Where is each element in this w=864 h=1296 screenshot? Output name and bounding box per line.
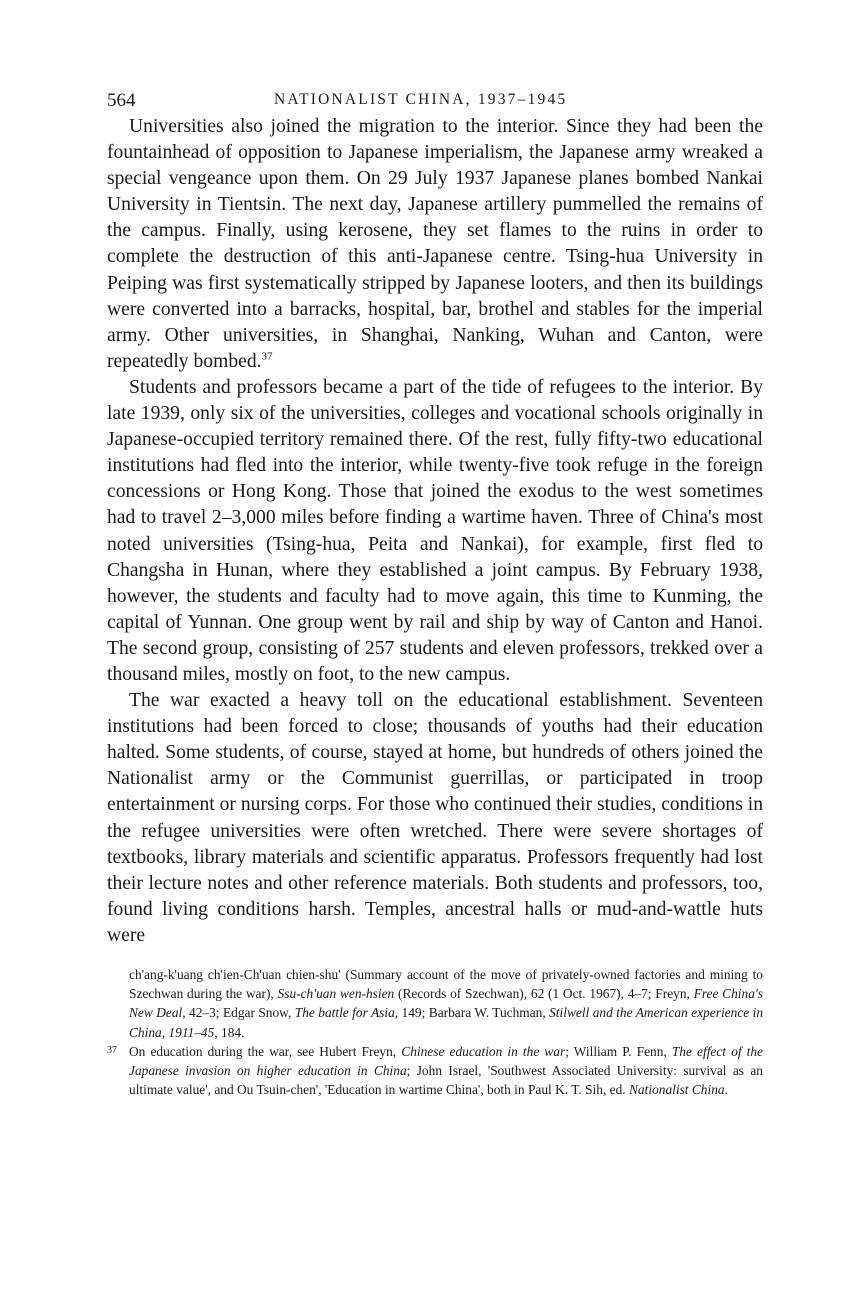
paragraph: Students and professors became a part of the tide of refugees to the interior. By late 1939, only six of the universities, colleges and vocational schools originally in Japanese-occupied territory remained there. Of the rest, fully fifty-two educational institutions had fled into the interior, while twenty-five took refuge in the foreign concessions or Hong Kong. Those that joined the exodus to the west sometimes had to travel 2–3,000 miles before finding a wartime haven. Three of China's most noted universities (Tsing-hua, Peita and Nankai), for example, first fled to Changsha in Hunan, where they established a joint campus. By February 1938, however, the students and faculty had to move again, this time to Kunming, the capital of Yunnan. One group went by rail and ship by way of Canton and Hanoi. The second group, consisting of 257 students and eleven professors, trekked over a thousand miles, mostly on foot, to the new campus. <box>107 376 763 685</box>
paragraph-text: Universities also joined the migration to the interior. Since they had been the fountainhead of opposition to Japanese imperialism, the Japanese army wreaked a special vengeance upon them. On 29 July 1937 Japanese planes bombed Nankai University in Tientsin. The next day, Japanese artillery pummelled the remains of the campus. Finally, using kerosene, they set flames to the ruins in order to complete the destruction of this anti-Japanese centre. Tsing-hua University in Peiping was first systematically stripped by Japanese looters, and then its buildings were converted into a barracks, hospital, bar, brothel and stables for the imperial army. Other universities, in Shanghai, Nanking, Wuhan and Canton, were repeatedly bombed. <box>107 116 763 372</box>
footnote-number: 37 <box>107 1044 117 1056</box>
page-number: 564 <box>107 90 136 111</box>
book-page <box>107 84 763 1099</box>
paragraph <box>107 114 763 375</box>
paragraph: The war exacted a heavy toll on the educational establishment. Seventeen institutions had been forced to close; thousands of youths had their education halted. Some students, of course, stayed at home, but hundreds of others joined the Nationalist army or the Communist guerrillas, or participated in troop entertainment or nursing corps. For those who continued their studies, conditions in the refugee universities were often wretched. There were severe shortages of textbooks, library materials and scientific apparatus. Professors frequently had lost their lecture notes and other reference materials. Both students and professors, too, found living conditions harsh. Temples, ancestral halls or mud-and-wattle huts were <box>107 690 763 946</box>
footnote-reference[interactable]: 37 <box>261 350 273 363</box>
running-title: NATIONALIST CHINA, 1937–1945 <box>274 91 568 108</box>
footnotes <box>107 965 763 1099</box>
footnote-36-continuation: ch'ang-k'uang ch'ien-Ch'uan chien-shu' (Summary account of the move of privately-owned factories and mining to Szechwan during the war), Ssu-ch'uan wen-hsien (Records of Szechwan), 62 (1 Oct. 1967), 4–7; Freyn, Free China's New Deal, 42–3; Edgar Snow, The battle for Asia, 149; Barbara W. Tuchman, Stilwell and the American experience in China, 1911–45, 184. <box>129 967 764 1040</box>
body-text <box>107 114 763 949</box>
running-head <box>107 84 763 114</box>
footnote-37: 37 On education during the war, see Hubert Freyn, Chinese education in the war; William P. Fenn, The effect of the Japanese invasion on higher education in China; John Israel, 'Southwest Associated University: survival as an ultimate value', and Ou Tsuin-chen', 'Education in wartime China', both in Paul K. T. Sih, ed. Nationalist China. <box>107 1042 763 1100</box>
